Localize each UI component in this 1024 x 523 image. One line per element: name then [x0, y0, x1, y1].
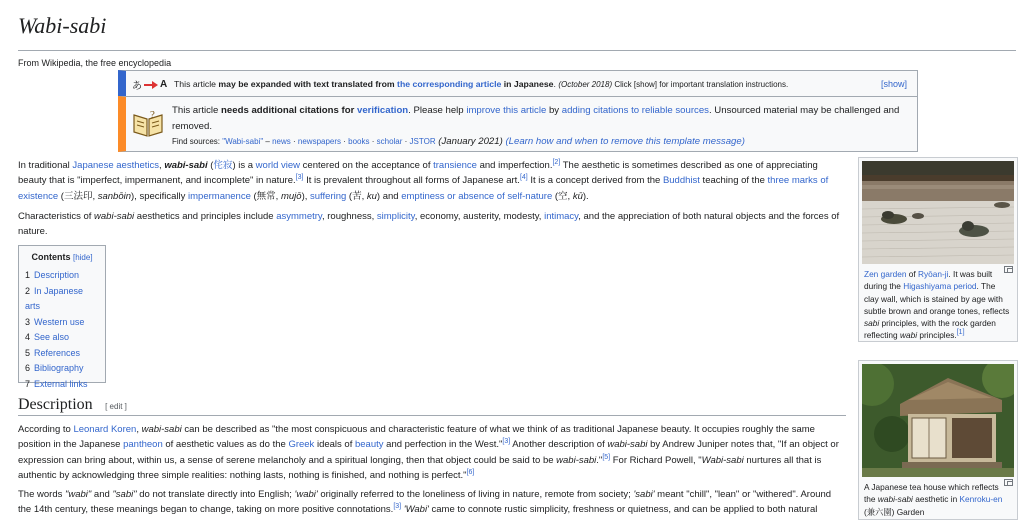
kenroku-en-link[interactable]: Kenroku-en [959, 494, 1003, 505]
text: needs additional citations for [221, 105, 357, 116]
translation-notice-text [174, 79, 903, 89]
three-marks-link[interactable]: three marks of existence [18, 175, 829, 202]
text: , [159, 160, 165, 171]
text: This article [174, 79, 219, 89]
text: , and the appreciation of both natural objects and the forces of nature. [18, 211, 840, 238]
higashiyama-period-link[interactable]: Higashiyama period [903, 281, 977, 292]
text: Characteristics of [18, 211, 95, 222]
text: principles, with the rock garden reflecting [864, 318, 996, 341]
leonard-koren-link[interactable]: Leonard Koren [73, 424, 137, 435]
greek-link[interactable]: Greek [288, 439, 315, 451]
text: originally referred to the loneliness of living in nature, remote from society; [317, 489, 634, 500]
term: mujō [280, 190, 302, 202]
text: centered on the acceptance of [300, 160, 434, 171]
text: A Japanese tea house which reflects the [864, 482, 999, 505]
toc-item-description[interactable] [25, 268, 99, 284]
term: "wabi" [65, 489, 92, 500]
table-of-contents [18, 245, 106, 389]
term: wabi-sabi [94, 211, 135, 222]
text: (兼六園) Garden [864, 506, 925, 517]
tea-house-image[interactable] [862, 364, 1014, 477]
text: In traditional [18, 160, 73, 171]
text: (空, [552, 190, 573, 202]
text: , economy, austerity, modesty, [414, 211, 545, 222]
text: It is a concept derived from the [527, 175, 663, 187]
text: . Please help [408, 105, 467, 116]
impermanence-link[interactable]: impermanence [188, 190, 251, 202]
toc-item-in-japanese-arts[interactable] [25, 284, 99, 315]
text: by [546, 105, 562, 116]
text: ( [207, 160, 214, 171]
toc-number: 5 [25, 347, 31, 358]
toc-link[interactable]: External links [34, 378, 88, 389]
ref-4-link[interactable]: [4] [519, 174, 528, 182]
toc-link[interactable]: See also [34, 332, 70, 342]
term: sanbōin [97, 190, 132, 202]
toc-hide-button[interactable]: [hide] [72, 253, 93, 262]
text: · [341, 137, 349, 146]
ref-3-link[interactable]: [3] [502, 438, 511, 446]
text: principles. [917, 330, 957, 341]
term: 'wabi' [294, 489, 318, 500]
text: According to [18, 424, 74, 435]
term: wabi-sabi [607, 439, 648, 451]
text: and perfection in the West." [383, 439, 503, 451]
citations-notice-text [172, 103, 903, 150]
text: For Richard Powell, " [610, 454, 702, 466]
ryoan-ji-link[interactable]: Ryōan-ji [917, 269, 949, 279]
translate-icon-kana: あ [132, 81, 142, 92]
ref-1-link[interactable]: [1] [956, 329, 965, 337]
toc-list [25, 268, 99, 392]
toc-link[interactable]: References [34, 347, 81, 358]
text: nurtures all that is authentic by acknowledging three simple realities: nothing lasts, nothing is finished, and nothing is perfect." [18, 454, 822, 482]
term: Wabi-sabi [701, 454, 744, 466]
text: · [290, 137, 298, 146]
book-icon [132, 107, 164, 141]
notice-date: (October 2018) [558, 80, 613, 89]
ref-3-link[interactable]: [3] [393, 503, 402, 511]
zen-garden-image[interactable] [862, 161, 1014, 264]
text: in Japanese [501, 79, 554, 89]
description-paragraph-1 [18, 422, 842, 484]
toc-item-references[interactable] [25, 346, 99, 362]
text: by Andrew Juniper notes that, "If an object or expression can bring about, within us, a sense of serene melancholy and a spiritual longing, then that object could be said to be [18, 439, 839, 466]
term: wabi-sabi [164, 160, 208, 171]
term: 'Wabi' [403, 504, 429, 516]
text: · [402, 137, 410, 146]
show-button[interactable]: [show] [880, 79, 907, 89]
text: (三法印, [58, 190, 98, 202]
find-sources-label: Find sources: [172, 137, 223, 146]
toc-number: 3 [25, 316, 31, 327]
toc-item-bibliography[interactable] [25, 361, 99, 377]
verification-link[interactable]: verification [356, 105, 409, 116]
text: of aesthetic values as do the [162, 439, 289, 451]
term: sabi [864, 318, 880, 329]
text: ), specifically [131, 190, 189, 202]
toc-link[interactable]: In Japanese arts [25, 285, 84, 311]
citations-notice [118, 96, 918, 152]
toc-link[interactable]: Description [34, 270, 80, 280]
translate-icon [132, 77, 167, 92]
zen-garden-figure [858, 157, 1018, 342]
term: ku [366, 190, 377, 202]
site-tagline: From Wikipedia, the free encyclopedia [18, 58, 172, 68]
news-link[interactable]: news [272, 137, 291, 146]
text: Another description of [510, 439, 608, 451]
toc-item-external-links[interactable] [25, 377, 99, 393]
text: . It was built during the [864, 269, 993, 292]
jstor-link[interactable]: JSTOR [409, 137, 436, 146]
text: ), [301, 190, 311, 202]
beauty-link[interactable]: beauty [354, 439, 384, 451]
text: ) is a [232, 160, 256, 171]
ref-3-link[interactable]: [3] [295, 174, 304, 182]
buddhist-link[interactable]: Buddhist [662, 175, 700, 187]
ref-2-link[interactable]: [2] [552, 159, 561, 166]
text: can be described as "the most conspicuous and characteristic feature of what we think of as traditional Japanese beauty. It occupies roughly the same position in the Japanese [18, 424, 815, 451]
corresponding-article-link[interactable]: the corresponding article [397, 79, 502, 89]
toc-item-western-use[interactable] [25, 315, 99, 331]
text: It is prevalent throughout all forms of Japanese art. [303, 175, 520, 187]
text: aesthetic in [912, 494, 960, 505]
learn-remove-template-link[interactable]: (Learn how and when to remove this template message) [505, 136, 745, 147]
toc-link[interactable]: Western use [34, 316, 85, 327]
scholar-link[interactable]: scholar [376, 137, 403, 146]
text: · [369, 137, 377, 146]
zen-garden-link[interactable]: Zen garden [864, 269, 907, 279]
text: and imperfection. [476, 160, 553, 171]
intimacy-link[interactable]: intimacy [544, 211, 579, 222]
toc-number: 2 [25, 285, 31, 296]
kanji-link[interactable]: 侘寂 [213, 160, 233, 171]
term: "sabi" [112, 489, 137, 500]
text: of [906, 269, 918, 279]
text: The words [18, 489, 65, 500]
term: wabi-sabi [141, 424, 182, 435]
asymmetry-link[interactable]: asymmetry [276, 211, 322, 222]
toc-number: 1 [25, 270, 31, 280]
text: teaching of the [699, 175, 768, 187]
edit-section-button[interactable]: [ edit ] [105, 402, 127, 411]
text: . The clay wall, which is stained by age with subtle brown and orange tones, reflects [864, 281, 1010, 316]
term: wabi [899, 330, 918, 341]
find-sources-query-link[interactable]: "Wabi-sabi" [222, 137, 264, 146]
text: (苦, [346, 190, 367, 202]
text: ). [582, 190, 589, 202]
description-paragraph-2 [18, 487, 842, 518]
text: do not translate directly into English; [136, 489, 295, 500]
text: Click [show] for important translation instructions. [612, 80, 789, 89]
notice-date: (January 2021) [435, 136, 506, 147]
term: wabi-sabi [877, 494, 913, 505]
transience-link[interactable]: transience [433, 160, 477, 171]
intro-paragraph-1 [18, 158, 842, 204]
term: kū [572, 190, 583, 202]
suffering-link[interactable]: suffering [310, 190, 347, 202]
simplicity-link[interactable]: simplicity [376, 211, 415, 222]
term: 'sabi' [633, 489, 655, 500]
text: . Unsourced material may be challenged and removed. [172, 105, 900, 132]
emptiness-link[interactable]: emptiness or absence of self-nature [401, 190, 553, 202]
text: – [263, 137, 273, 146]
figure-caption [862, 264, 1014, 342]
text: , roughness, [321, 211, 377, 222]
text: (無常, [250, 190, 281, 202]
toc-number: 6 [25, 363, 31, 373]
translation-notice [118, 70, 918, 97]
translate-icon-latin: A [160, 79, 168, 90]
improve-article-link[interactable]: improve this article [466, 105, 547, 116]
section-title: Description [18, 396, 93, 413]
text: and [91, 489, 113, 500]
adding-citations-link[interactable]: adding citations to reliable sources [561, 105, 709, 116]
text: ) and [376, 190, 402, 202]
toc-title: Contents [31, 252, 71, 262]
newspapers-link[interactable]: newspapers [297, 137, 342, 146]
world-view-link[interactable]: world view [255, 160, 301, 171]
figure-caption [862, 477, 1014, 518]
term: wabi-sabi [556, 454, 597, 466]
text: came to connote rustic simplicity, freshness or quietness, and can be applied to both natural [428, 504, 818, 516]
text: meant "chill", "lean" or "withered". Around the 14th century, these meanings began to change, taking on more positive connotations. [18, 489, 832, 516]
pantheon-link[interactable]: pantheon [123, 439, 163, 451]
toc-number: 4 [25, 332, 31, 342]
japanese-aesthetics-link[interactable]: Japanese aesthetics [72, 160, 160, 171]
toc-link[interactable]: Bibliography [34, 363, 84, 373]
arrow-right-icon [144, 81, 158, 89]
toc-header [25, 252, 99, 262]
text: may be expanded with text translated from [218, 79, 398, 89]
ref-6-link[interactable]: [6] [466, 469, 475, 477]
text: aesthetics and principles include [134, 211, 277, 222]
text: ideals of [314, 439, 355, 451]
tea-house-figure [858, 360, 1018, 520]
toc-item-see-also[interactable] [25, 330, 99, 346]
page-title: Wabi-sabi [18, 13, 1016, 51]
svg-text:?: ? [150, 109, 155, 121]
text: This article [172, 105, 222, 116]
text: , [136, 424, 142, 435]
text: . [553, 79, 559, 89]
text: The aesthetic is sometimes described as one of appreciating beauty that is "imperfect, impermanent, and incomplete" in nature. [18, 160, 818, 187]
text: ." [596, 454, 603, 466]
intro-paragraph-2 [18, 209, 842, 240]
toc-number: 7 [25, 378, 31, 389]
section-heading-description [18, 396, 846, 416]
ref-5-link[interactable]: [5] [602, 453, 611, 461]
books-link[interactable]: books [348, 137, 370, 146]
